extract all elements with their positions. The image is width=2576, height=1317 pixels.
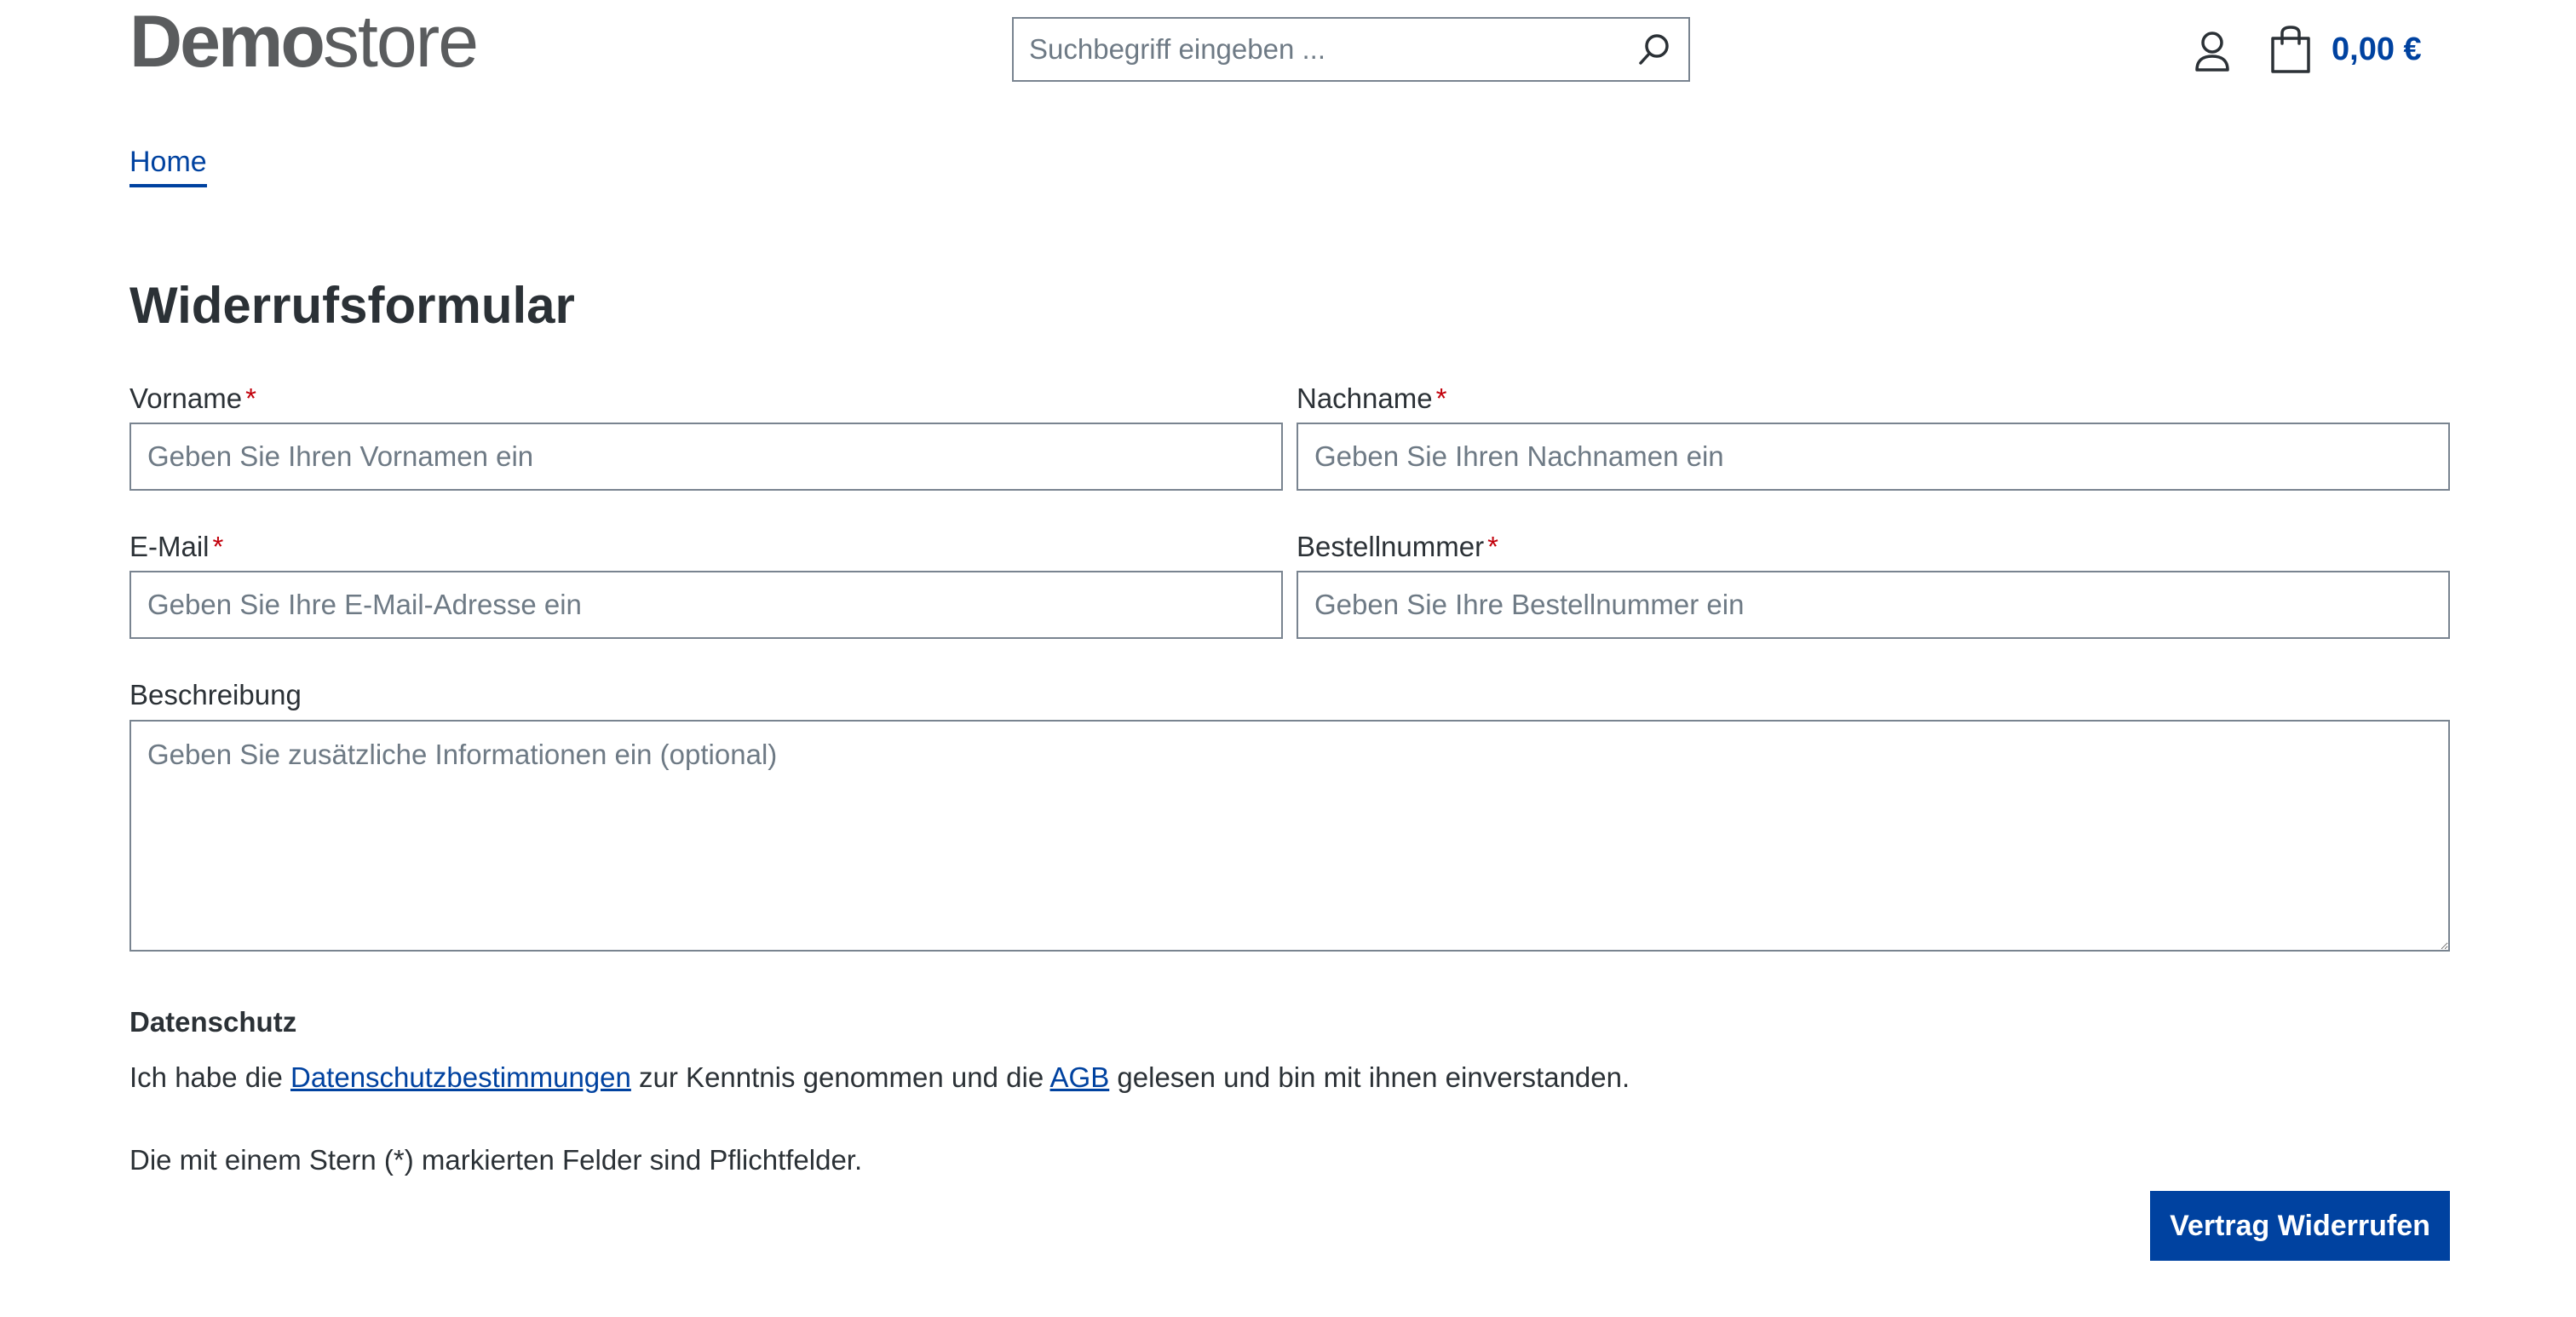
search-icon	[1636, 31, 1673, 68]
privacy-statement	[129, 1061, 1630, 1095]
cart-button[interactable]	[2270, 24, 2422, 75]
submit-withdrawal-button[interactable]: Vertrag Widerrufen	[2150, 1191, 2450, 1261]
search-box	[1012, 17, 1690, 82]
store-logo[interactable]	[129, 1, 478, 83]
email-label	[129, 530, 223, 564]
description-textarea[interactable]	[129, 720, 2450, 952]
breadcrumb-home[interactable]: Home	[129, 145, 207, 187]
required-marker: *	[245, 382, 256, 414]
user-icon	[2194, 31, 2231, 73]
lastname-field[interactable]	[1297, 423, 2450, 491]
firstname-label-text: Vorname	[129, 382, 243, 414]
logo-bold-text: Demo	[129, 1, 323, 83]
search-input[interactable]	[1014, 19, 1620, 80]
order-number-label	[1297, 530, 1498, 564]
firstname-field[interactable]	[129, 423, 1283, 491]
required-marker: *	[1487, 531, 1498, 562]
logo-light-text: store	[322, 1, 478, 83]
terms-link[interactable]: AGB	[1049, 1061, 1110, 1093]
required-fields-note: Die mit einem Stern (*) markierten Felder sind Pflichtfelder.	[129, 1144, 863, 1176]
cart-total: 0,00 €	[2332, 32, 2422, 67]
required-marker: *	[212, 531, 224, 562]
description-label: Beschreibung	[129, 679, 302, 710]
privacy-text-2: zur Kenntnis genommen und die	[630, 1061, 1050, 1093]
page-title: Widerrufsformular	[129, 277, 575, 334]
email-label-text: E-Mail	[129, 531, 210, 562]
lastname-label	[1297, 382, 1446, 416]
account-button[interactable]	[2194, 31, 2231, 73]
privacy-title: Datenschutz	[129, 1006, 297, 1038]
privacy-text-3: gelesen und bin mit ihnen einverstanden.	[1109, 1061, 1630, 1093]
search-button[interactable]	[1620, 19, 1688, 80]
lastname-label-text: Nachname	[1297, 382, 1433, 414]
order-number-label-text: Bestellnummer	[1297, 531, 1485, 562]
required-marker: *	[1435, 382, 1447, 414]
firstname-label	[129, 382, 256, 416]
order-number-field[interactable]	[1297, 571, 2450, 639]
privacy-text-1: Ich habe die	[129, 1061, 290, 1093]
email-field[interactable]	[129, 571, 1283, 639]
privacy-policy-link[interactable]: Datenschutzbestimmungen	[290, 1061, 631, 1093]
shopping-bag-icon	[2270, 25, 2311, 74]
